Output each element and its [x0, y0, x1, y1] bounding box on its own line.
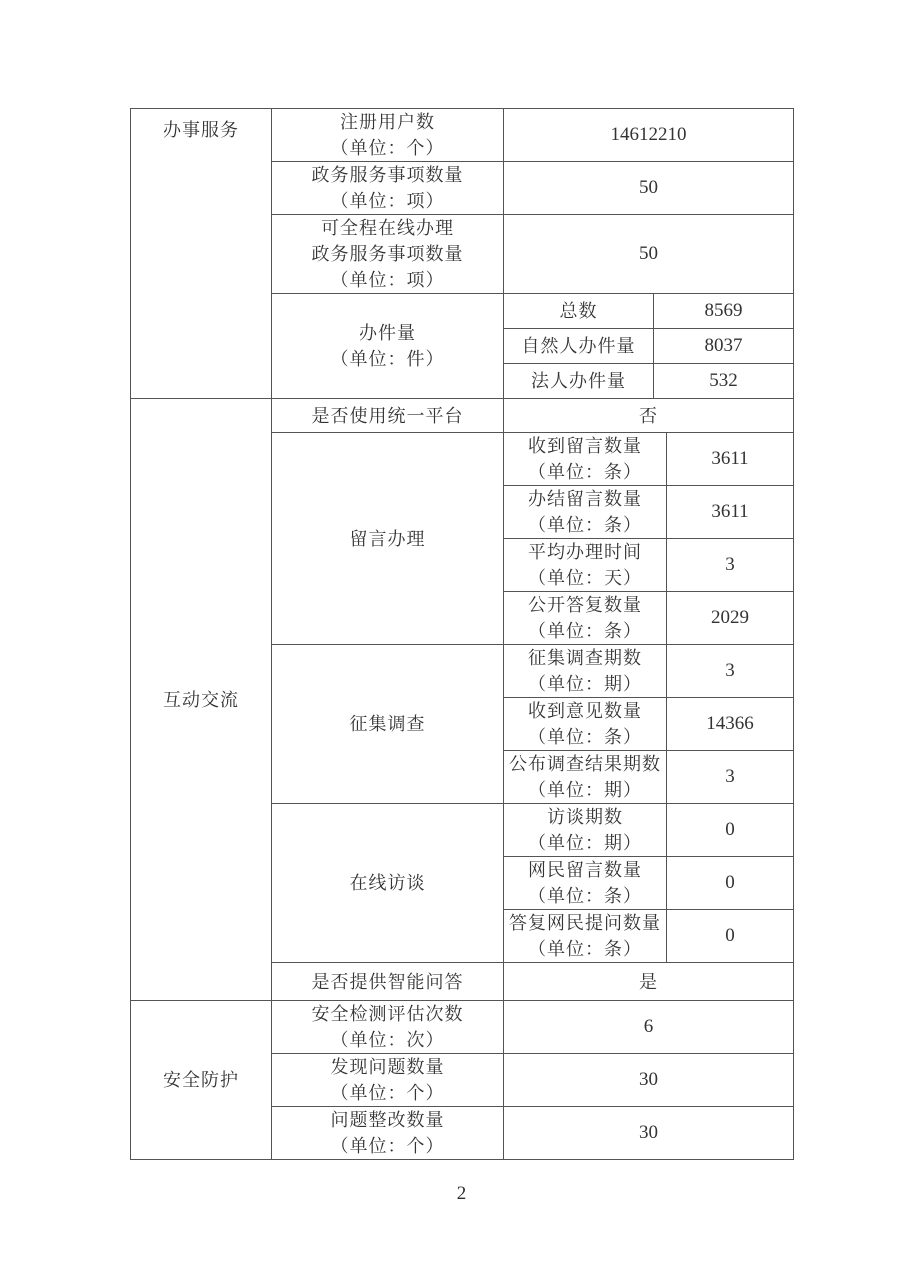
metric-label: 收到留言数量: [528, 436, 642, 456]
metric-group-label-cell: 在线访谈: [272, 804, 504, 963]
metric-value-cell: 3: [667, 539, 794, 592]
metric-label: 答复网民提问数量: [509, 913, 661, 933]
metric-label-cell: [272, 215, 504, 294]
metric-group-label-cell: 征集调查: [272, 645, 504, 804]
metric-label-cell: 是否提供智能问答: [272, 963, 504, 1001]
metric-label: 公开答复数量: [528, 595, 642, 615]
metric-unit: （单位：个）: [330, 1083, 445, 1103]
metric-value-cell: 是: [504, 963, 794, 1001]
metric-value-cell: 6: [504, 1001, 794, 1054]
sub-metric-label-cell: 总数: [504, 294, 654, 329]
metric-value-cell: 50: [504, 215, 794, 294]
section-label-cell: [131, 1001, 272, 1160]
metric-unit: （单位：项）: [330, 191, 445, 211]
metric-label-cell: [272, 1107, 504, 1160]
metric-value-cell: 3611: [667, 486, 794, 539]
metric-label: 公布调查结果期数: [509, 754, 661, 774]
sub-metric-label-cell: [504, 645, 667, 698]
metric-group-label-cell: [272, 294, 504, 399]
section-label-cell: [131, 109, 272, 399]
metric-value-cell: 3: [667, 645, 794, 698]
metric-label: 访谈期数: [547, 807, 623, 827]
sub-metric-label-cell: [504, 910, 667, 963]
metric-label: 征集调查期数: [528, 648, 642, 668]
metric-label: 收到意见数量: [528, 701, 642, 721]
metric-label-cell: [272, 162, 504, 215]
metric-value-cell: 否: [504, 399, 794, 433]
metric-value-cell: 14366: [667, 698, 794, 751]
section-label: 互动交流: [163, 689, 239, 710]
table-row: [131, 399, 794, 433]
metric-unit: （单位：件）: [330, 349, 445, 369]
metric-label-cell: [272, 1054, 504, 1107]
sub-metric-label-cell: [504, 698, 667, 751]
metric-unit: （单位：天）: [528, 568, 642, 588]
sub-metric-label-cell: [504, 592, 667, 645]
metric-unit: （单位：期）: [528, 833, 642, 853]
sub-metric-label-cell: [504, 804, 667, 857]
metric-unit: （单位：期）: [528, 674, 642, 694]
metric-unit: （单位：条）: [528, 462, 642, 482]
metric-value-cell: 2029: [667, 592, 794, 645]
page-number: 2: [456, 1183, 467, 1204]
metric-label: 发现问题数量: [330, 1057, 445, 1077]
metric-unit: （单位：条）: [528, 727, 642, 747]
metric-unit: （单位：个）: [330, 1136, 445, 1156]
metric-label-cell: 是否使用统一平台: [272, 399, 504, 433]
metric-value-cell: 0: [667, 804, 794, 857]
sub-metric-label-cell: 法人办件量: [504, 364, 654, 399]
metric-label: 可全程在线办理: [321, 218, 454, 238]
metric-unit: （单位：条）: [528, 621, 642, 641]
metric-value-cell: 0: [667, 857, 794, 910]
metric-label: 办件量: [359, 323, 416, 343]
metric-label-cell: [272, 1001, 504, 1054]
metric-unit: （单位：个）: [330, 138, 445, 158]
sub-metric-label-cell: [504, 486, 667, 539]
metric-value-cell: 8037: [654, 329, 794, 364]
sub-metric-label-cell: 自然人办件量: [504, 329, 654, 364]
metric-unit: （单位：条）: [528, 886, 642, 906]
metric-value-cell: 3: [667, 751, 794, 804]
table-row: [131, 109, 794, 162]
table-row: [131, 1001, 794, 1054]
metric-unit: （单位：次）: [330, 1030, 445, 1050]
metric-value-cell: 0: [667, 910, 794, 963]
metric-value-cell: 8569: [654, 294, 794, 329]
section-label-cell: [131, 399, 272, 1001]
metric-unit: （单位：条）: [528, 939, 642, 959]
metric-group-label-cell: 留言办理: [272, 433, 504, 645]
metric-label: 政务服务事项数量: [311, 244, 464, 264]
metric-label: 注册用户数: [340, 112, 435, 132]
sub-metric-label-cell: [504, 857, 667, 910]
sub-metric-label-cell: [504, 433, 667, 486]
metric-unit: （单位：期）: [528, 780, 642, 800]
metric-unit: （单位：条）: [528, 515, 642, 535]
metric-value-cell: 14612210: [504, 109, 794, 162]
section-label: 办事服务: [163, 120, 239, 140]
metric-label: 问题整改数量: [330, 1110, 445, 1130]
metric-label: 政务服务事项数量: [311, 165, 464, 185]
metric-value-cell: 532: [654, 364, 794, 399]
metric-label: 办结留言数量: [528, 489, 642, 509]
metric-value-cell: 30: [504, 1054, 794, 1107]
annual-report-table: [130, 108, 794, 1160]
metric-label: 网民留言数量: [528, 860, 642, 880]
metric-value-cell: 3611: [667, 433, 794, 486]
section-label: 安全防护: [163, 1070, 239, 1090]
metric-label: 安全检测评估次数: [311, 1004, 464, 1024]
metric-value-cell: 30: [504, 1107, 794, 1160]
metric-value-cell: 50: [504, 162, 794, 215]
sub-metric-label-cell: [504, 751, 667, 804]
metric-unit: （单位：项）: [330, 270, 445, 290]
metric-label-cell: [272, 109, 504, 162]
metric-label: 平均办理时间: [528, 542, 642, 562]
sub-metric-label-cell: [504, 539, 667, 592]
